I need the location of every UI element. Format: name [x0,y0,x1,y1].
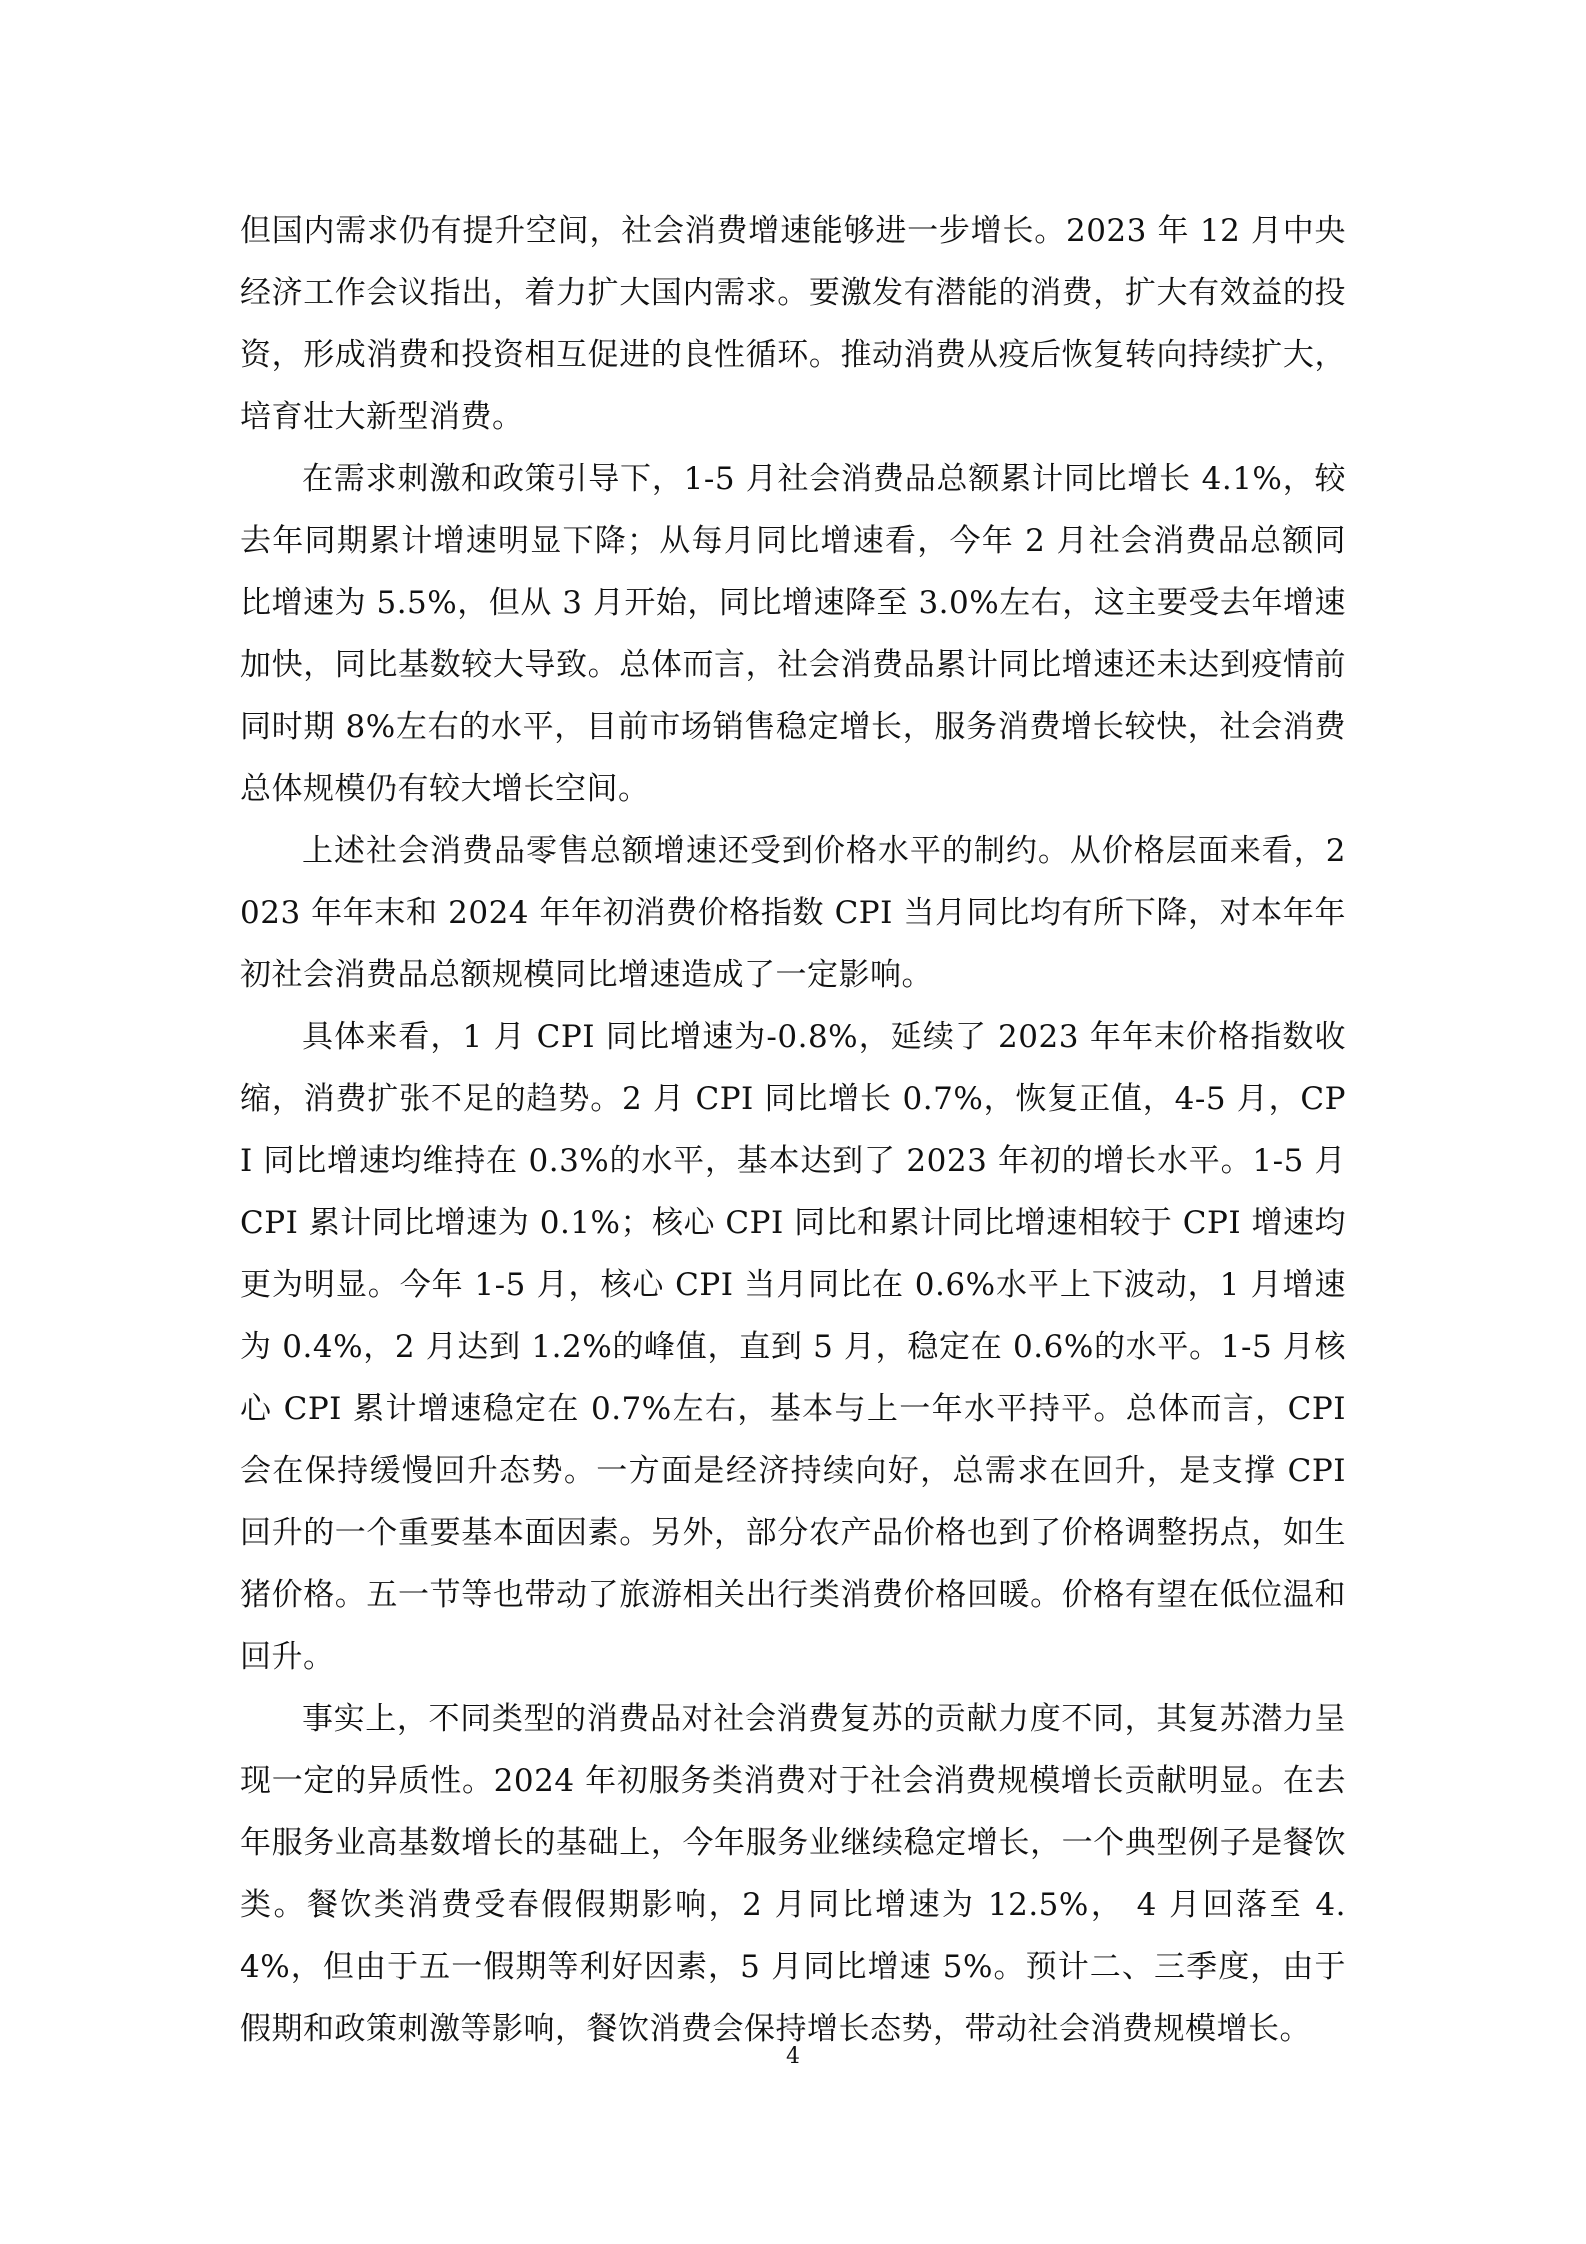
document-body [240,200,1346,2060]
paragraph-retail-sales: 在需求刺激和政策引导下，1-5 月社会消费品总额累计同比增长 4.1%，较去年同期累计增速明显下降；从每月同比增速看，今年 2 月社会消费品总额同比增速为 5.5%，但从 3 月开始，同比增速降至 3.0%左右，这主要受去年增速加快，同比基数较大导致。总体而言，社会消费品累计同比增速还未达到疫情前同时期 8%左右的水平，目前市场销售稳定增长，服务消费增长较快，社会消费总体规模仍有较大增长空间。 [240,461,1346,807]
paragraph-cpi-detail: 具体来看，1 月 CPI 同比增速为-0.8%，延续了 2023 年年末价格指数收缩，消费扩张不足的趋势。2 月 CPI 同比增长 0.7%，恢复正值，4-5 月，CPI 同比增速均维持在 0.3%的水平，基本达到了 2023 年初的增长水平。1-5 月 CPI 累计同比增速为 0.1%；核心 CPI 同比和累计同比增速相较于 CPI 增速均更为明显。今年 1-5 月，核心 CPI 当月同比在 0.6%水平上下波动，1 月增速为 0.4%，2 月达到 1.2%的峰值，直到 5 月，稳定在 0.6%的水平。1-5 月核心 CPI 累计增速稳定在 0.7%左右，基本与上一年水平持平。总体而言，CPI 会在保持缓慢回升态势。一方面是经济持续向好，总需求在回升，是支撑 CPI 回升的一个重要基本面因素。另外，部分农产品价格也到了价格调整拐点，如生猪价格。五一节等也带动了旅游相关出行类消费价格回暖。价格有望在低位温和回升。 [240,1019,1346,1675]
paragraph-price-constraint: 上述社会消费品零售总额增速还受到价格水平的制约。从价格层面来看，2023 年年末和 2024 年年初消费价格指数 CPI 当月同比均有所下降，对本年年初社会消费品总额规模同比增速造成了一定影响。 [240,833,1346,993]
page-number: 4 [786,2044,800,2069]
paragraph-continuation: 但国内需求仍有提升空间，社会消费增速能够进一步增长。2023 年 12 月中央经济工作会议指出，着力扩大国内需求。要激发有潜能的消费，扩大有效益的投资，形成消费和投资相互促进的良性循环。推动消费从疫后恢复转向持续扩大，培育壮大新型消费。 [240,213,1346,435]
paragraph-service-consumption: 事实上，不同类型的消费品对社会消费复苏的贡献力度不同，其复苏潜力呈现一定的异质性。2024 年初服务类消费对于社会消费规模增长贡献明显。在去年服务业高基数增长的基础上，今年服务业继续稳定增长，一个典型例子是餐饮类。餐饮类消费受春假假期影响，2 月同比增速为 12.5%， 4 月回落至 4.4%，但由于五一假期等利好因素，5 月同比增速 5%。预计二、三季度，由于假期和政策刺激等影响，餐饮消费会保持增长态势，带动社会消费规模增长。 [240,1701,1346,2047]
